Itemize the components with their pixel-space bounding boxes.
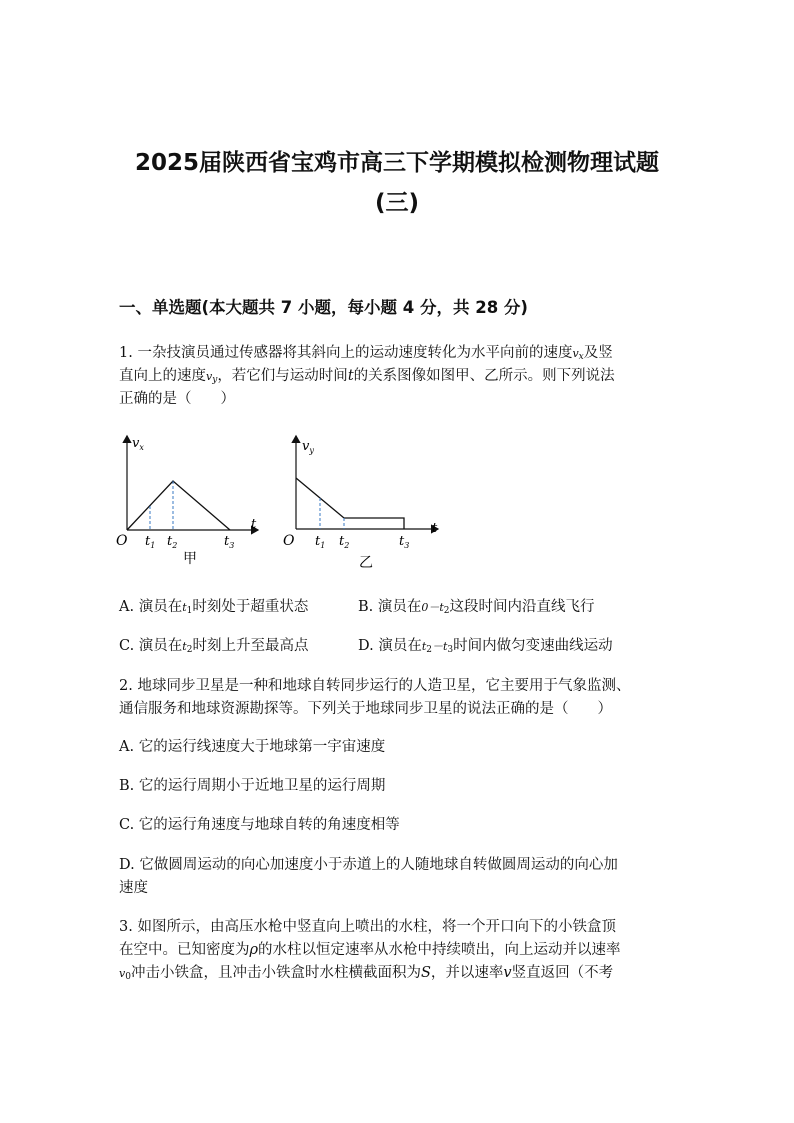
var-v0: v [119,967,126,980]
var-rho: ρ [249,942,259,958]
q3-line3: $v_0$冲击小铁盒，且冲击小铁盒时水柱横截面积为S，并以速率v竖直返回（不考 [119,965,614,982]
graph-caption: 乙 [359,555,373,571]
vy-line [296,478,404,529]
vx-line [127,481,230,530]
var-vx: $v_x$ [572,347,584,362]
y-label: $v_y$ [302,439,314,455]
var-t: t [347,368,354,384]
q1-text: ，若它们与运动时间 [217,368,348,384]
q1-text: 直向上的速度 [119,368,206,384]
origin-label: O [283,533,295,549]
graph-yi [280,432,440,572]
graph-jia [112,432,262,572]
q1-text: 1. 一杂技演员通过传感器将其斜向上的运动速度转化为水平向前的速度 [119,345,573,361]
q2-line1: 2. 地球同步卫星是一种和地球自转同步运行的人造卫星，它主要用于气象监测、 [119,678,631,694]
q3-line2: 在空中。已知密度为ρ的水柱以恒定速率从水枪中持续喷出，向上运动并以速率 [119,942,621,958]
var-vy: $v_y$ [206,370,218,385]
q2-option-d-line2: 速度 [119,880,148,896]
document-title-line1: 2025届陕西省宝鸡市高三下学期模拟检测物理试题 [134,150,659,176]
t1-label: $t_1$ [145,534,156,550]
y-label: $v_x$ [132,436,144,452]
q3-line1: 3. 如图所示，由高压水枪中竖直向上喷出的水柱，将一个开口向下的小铁盒顶 [119,919,616,935]
t1-label: $t_1$ [315,534,326,550]
origin-label: O [116,533,128,549]
q2-option-b: B. 它的运行周期小于近地卫星的运行周期 [119,778,386,794]
t2-label: $t_2$ [339,534,350,550]
q2-line2: 通信服务和地球资源勘探等。下列关于地球同步卫星的说法正确的是（ ） [119,701,612,717]
section-heading: 一、单选题(本大题共 7 小题，每小题 4 分，共 28 分) [119,298,528,317]
var-S: S [420,965,431,981]
q1-option-c: C. 演员在$t_2$时刻上升至最高点 [119,638,309,655]
x-label: t [251,517,257,532]
q2-option-d-line1: D. 它做圆周运动的向心加速度小于赤道上的人随地球自转做圆周运动的向心加 [119,857,618,873]
q2-option-a: A. 它的运行线速度大于地球第一宇宙速度 [119,739,386,755]
q1-text: 及竖 [583,345,613,361]
q1-option-d: D. 演员在$t_2-t_3$时间内做匀变速曲线运动 [358,638,613,655]
q1-option-a: A. 演员在$t_1$时刻处于超重状态 [119,599,309,616]
graph-caption: 甲 [183,551,197,567]
t3-label: $t_3$ [399,534,410,550]
q1-line3: 正确的是（ ） [119,391,235,407]
q1-text: 的关系图像如图甲、乙所示。则下列说法 [353,368,615,384]
q2-option-c: C. 它的运行角速度与地球自转的角速度相等 [119,817,400,833]
document-title-line2: (三) [374,190,420,216]
t2-label: $t_2$ [167,534,178,550]
q1-line1 [119,343,613,367]
t3-label: $t_3$ [224,534,235,550]
var-v: v [503,965,512,981]
q1-line2 [119,366,615,390]
x-label: t [432,521,438,536]
q1-option-b: B. 演员在$0-t_2$这段时间内沿直线飞行 [358,599,595,616]
